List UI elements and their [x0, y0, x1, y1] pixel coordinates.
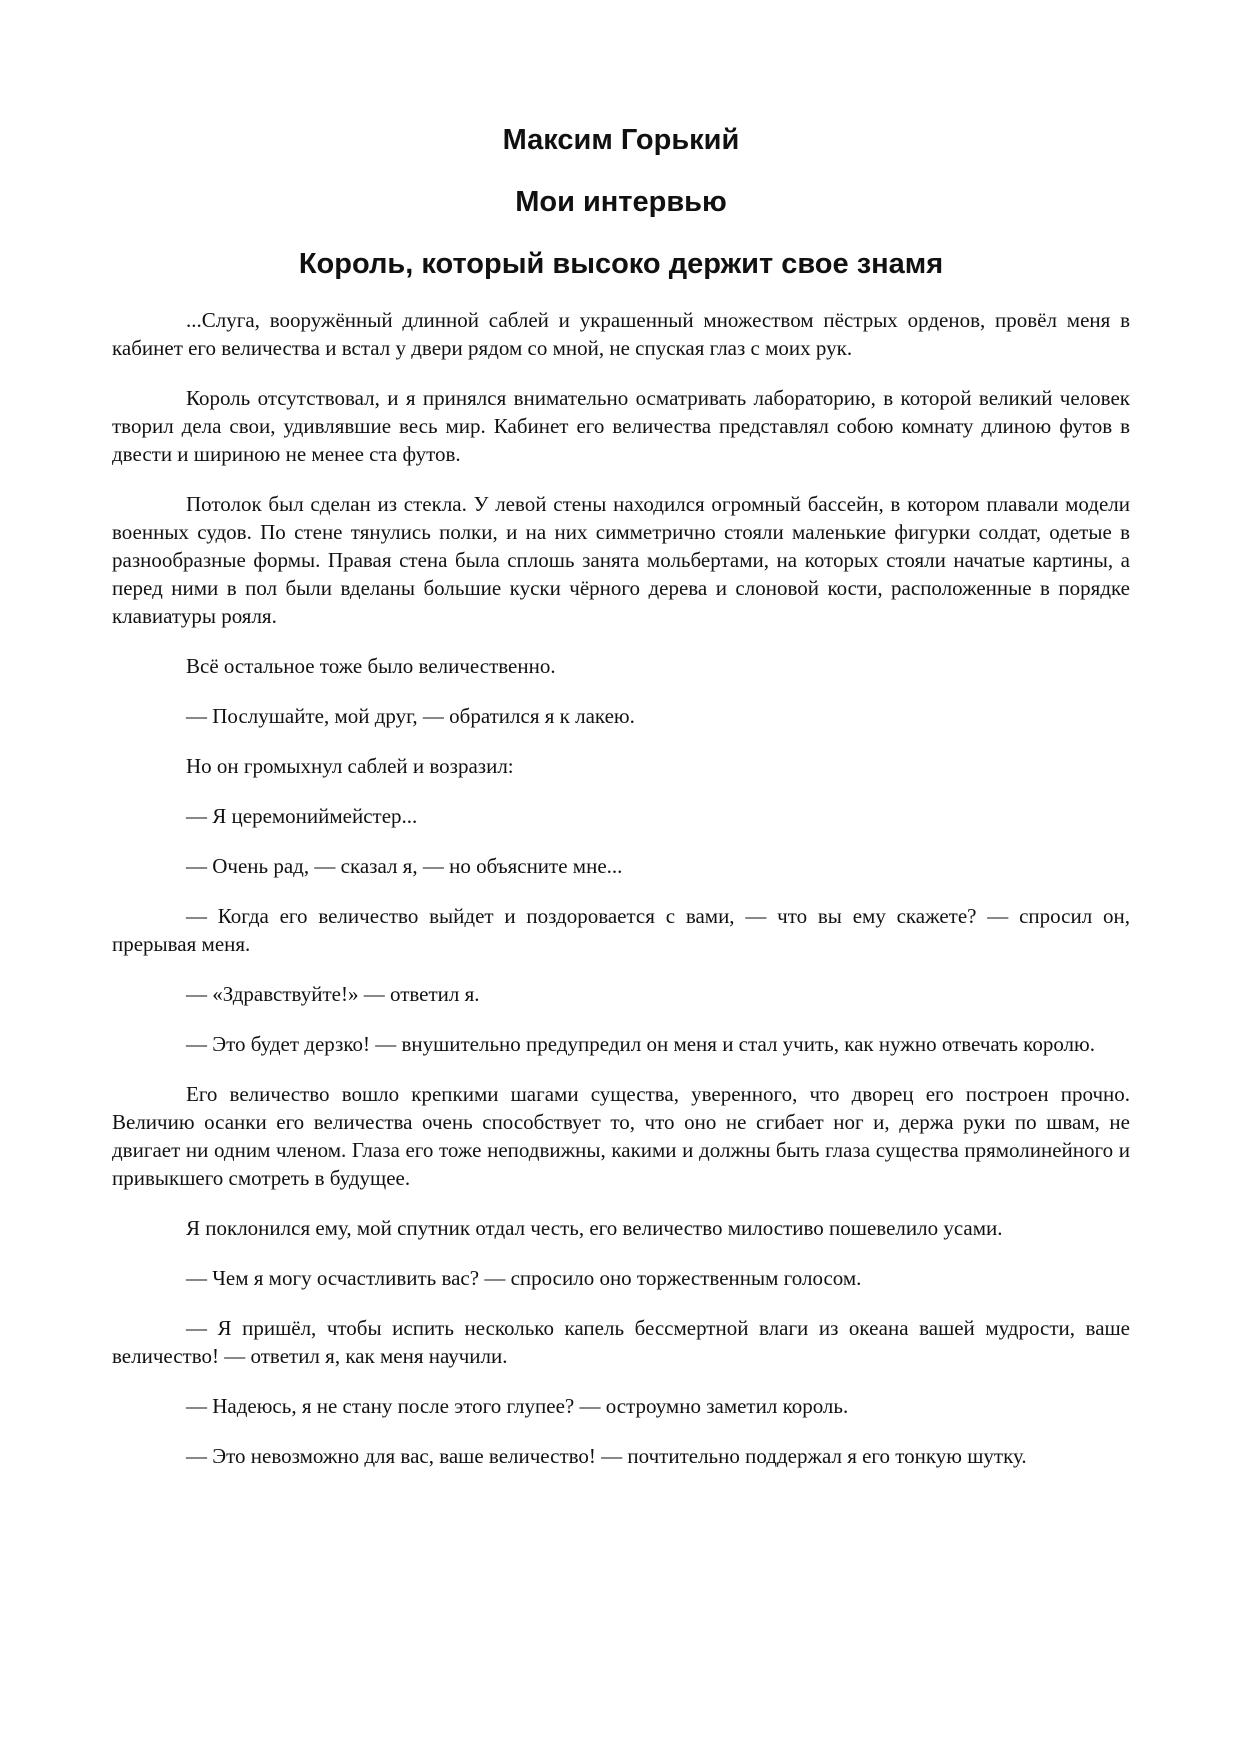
chapter-title-heading: Король, который высоко держит свое знамя	[298, 248, 944, 280]
paragraph: ...Слуга, вооружённый длинной саблей и украшенный множеством пёстрых орденов, провёл меня в кабинет его величества и встал у двери рядом со мной, не спуская глаз с моих рук.	[112, 308, 1130, 360]
book-title-heading: Мои интервью	[515, 186, 727, 218]
paragraph: — Когда его величество выйдет и поздоровается с вами, — что вы ему скажете? — спросил он, прерывая меня.	[112, 904, 1130, 956]
paragraph: — Это будет дерзко! — внушительно предупредил он меня и стал учить, как нужно отвечать королю.	[186, 1032, 1095, 1056]
author-heading: Максим Горький	[502, 124, 740, 156]
body-text	[112, 306, 1130, 1492]
paragraph: Его величество вошло крепкими шагами существа, уверенного, что дворец его построен прочно. Величию осанки его величества очень способствует то, что оно не сгибает ног и, держа руки по швам, не двигает ни одним членом. Глаза его тоже неподвижны, какими и должны быть глаза существа прямолинейного и привыкшего смотреть в будущее.	[112, 1082, 1130, 1190]
paragraph: Всё остальное тоже было величественно.	[186, 654, 556, 678]
paragraph: Король отсутствовал, и я принялся внимательно осматривать лабораторию, в которой великий человек творил дела свои, удивлявшие весь мир. Кабинет его величества представлял собою комнату длиною футов в двести и шириною не менее ста футов.	[112, 386, 1130, 466]
paragraph: — Очень рад, — сказал я, — но объясните мне...	[186, 854, 623, 878]
paragraph: — Это невозможно для вас, ваше величество! — почтительно поддержал я его тонкую шутку.	[186, 1444, 1027, 1468]
paragraph: — Я пришёл, чтобы испить несколько капель бессмертной влаги из океана вашей мудрости, ваше величество! — ответил я, как меня научили.	[112, 1316, 1130, 1368]
paragraph: Я поклонился ему, мой спутник отдал честь, его величество милостиво пошевелило усами.	[186, 1216, 1003, 1240]
paragraph: Потолок был сделан из стекла. У левой стены находился огромный бассейн, в котором плавали модели военных судов. По стене тянулись полки, и на них симметрично стояли маленькие фигурки солдат, одетые в разнообразные формы. Правая стена была сплошь занята мольбертами, на которых стояли начатые картины, а перед ними в пол были вделаны большие куски чёрного дерева и слоновой кости, расположенные в порядке клавиатуры рояля.	[112, 492, 1130, 628]
paragraph: — Чем я могу осчастливить вас? — спросило оно торжественным голосом.	[186, 1266, 862, 1290]
paragraph: — «Здравствуйте!» — ответил я.	[186, 982, 480, 1006]
paragraph: — Надеюсь, я не стану после этого глупее? — остроумно заметил король.	[186, 1394, 849, 1418]
paragraph: — Я церемониймейстер...	[186, 804, 418, 828]
paragraph: — Послушайте, мой друг, — обратился я к лакею.	[186, 704, 635, 728]
paragraph: Но он громыхнул саблей и возразил:	[186, 754, 514, 778]
